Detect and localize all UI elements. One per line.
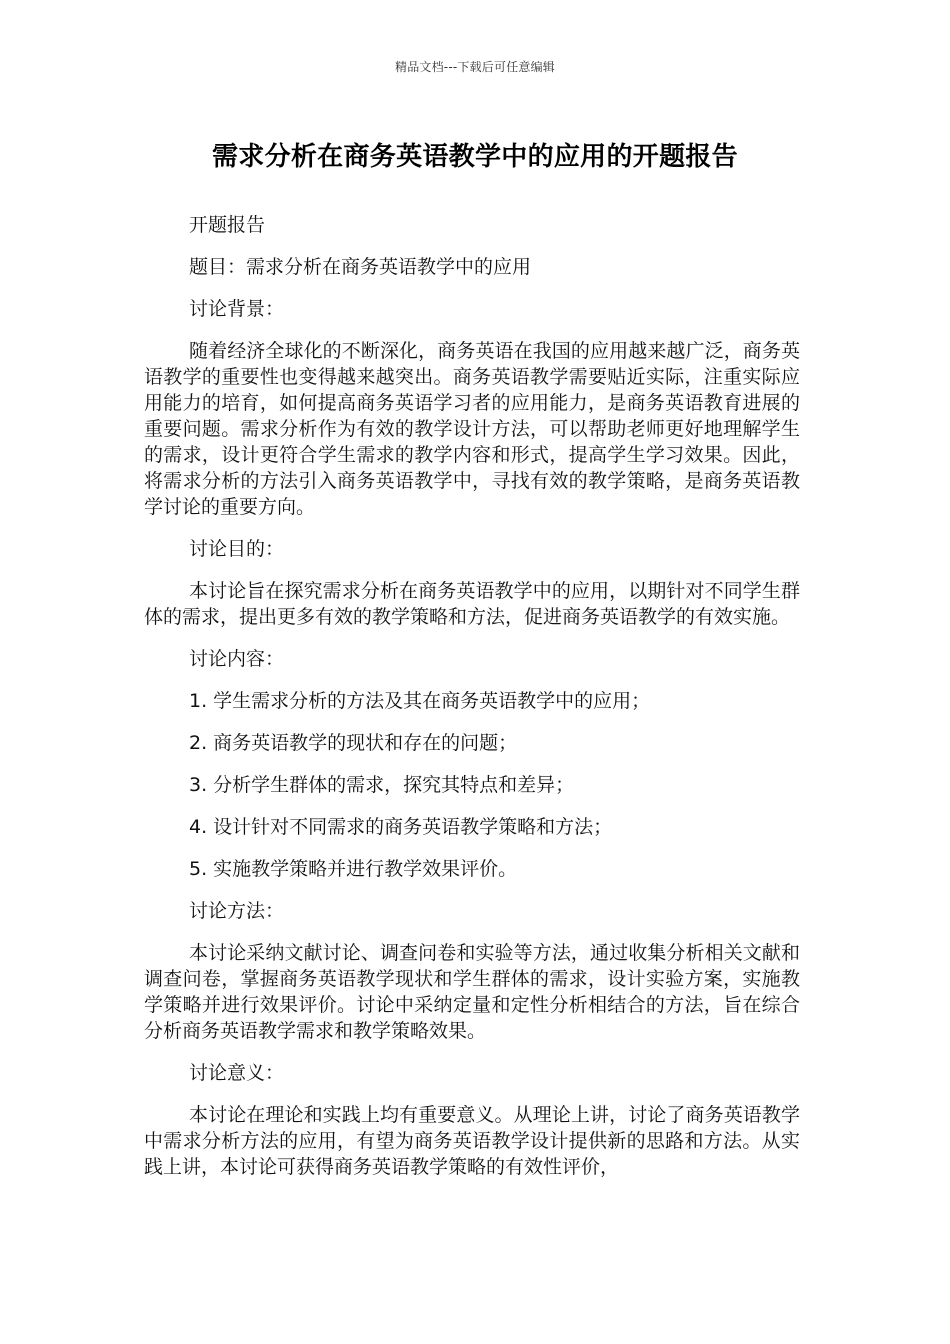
document-body: [144, 212, 800, 1196]
section-label-report: 开题报告: [189, 214, 266, 236]
content-item-4: 4. 设计针对不同需求的商务英语教学策略和方法；: [189, 816, 613, 838]
content-item-3: 3. 分析学生群体的需求，探究其特点和差异；: [189, 774, 575, 796]
content-item-2: 2. 商务英语教学的现状和存在的问题；: [189, 732, 518, 754]
section-heading-significance: 讨论意义：: [189, 1062, 285, 1084]
paragraph-purpose: 本讨论旨在探究需求分析在商务英语教学中的应用，以期针对不同学生群体的需求，提出更多有效的教学策略和方法，促进商务英语教学的有效实施。: [144, 580, 800, 628]
paragraph-background: 随着经济全球化的不断深化，商务英语在我国的应用越来越广泛，商务英语教学的重要性也变得越来越突出。商务英语教学需要贴近实际，注重实际应用能力的培育，如何提高商务英语学习者的应用能力，是商务英语教育进展的重要问题。需求分析作为有效的教学设计方法，可以帮助老师更好地理解学生的需求，设计更符合学生需求的教学内容和形式，提高学生学习效果。因此，将需求分析的方法引入商务英语教学中，寻找有效的教学策略，是商务英语教学讨论的重要方向。: [144, 340, 800, 518]
content-item-5: 5. 实施教学策略并进行教学效果评价。: [189, 858, 518, 880]
header-note: 精品文档---下载后可任意编辑: [395, 60, 555, 74]
section-heading-method: 讨论方法：: [189, 900, 285, 922]
paragraph-significance: 本讨论在理论和实践上均有重要意义。从理论上讲，讨论了商务英语教学中需求分析方法的应用，有望为商务英语教学设计提供新的思路和方法。从实践上讲，本讨论可获得商务英语教学策略的有效性评价，: [144, 1104, 800, 1178]
document-title: 需求分析在商务英语教学中的应用的开题报告: [211, 142, 738, 172]
paragraph-method: 本讨论采纳文献讨论、调查问卷和实验等方法，通过收集分析相关文献和调查问卷，掌握商务英语教学现状和学生群体的需求，设计实验方案，实施教学策略并进行效果评价。讨论中采纳定量和定性分析相结合的方法，旨在综合分析商务英语教学需求和教学策略效果。: [144, 942, 800, 1042]
content-item-1: 1. 学生需求分析的方法及其在商务英语教学中的应用；: [189, 690, 651, 712]
topic-line: 题目：需求分析在商务英语教学中的应用: [189, 256, 532, 278]
section-heading-purpose: 讨论目的：: [189, 538, 285, 560]
section-heading-background: 讨论背景：: [189, 298, 285, 320]
section-heading-content: 讨论内容：: [189, 648, 285, 670]
